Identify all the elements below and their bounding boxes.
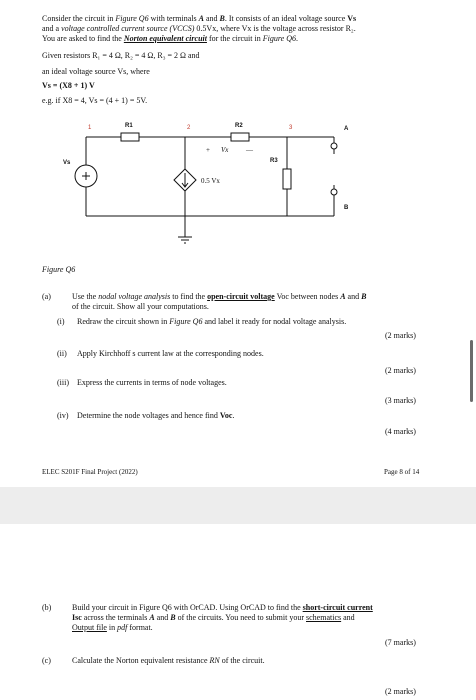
question-b-line-1: Build your circuit in Figure Q6 with OrCAD. Using OrCAD to find the short-circuit current — [72, 603, 373, 612]
question-b-line-2: Isc across the terminals A and B of the circuits. You need to submit your schematics and — [72, 613, 355, 622]
terminal-b-dot — [331, 189, 337, 195]
label-terminal-b: B — [344, 205, 349, 211]
sub-iv-marks: (4 marks) — [385, 427, 416, 436]
intro-line-3: You are asked to find the Norton equivalent circuit for the circuit in Figure Q6. — [42, 34, 298, 43]
sub-ii-marks: (2 marks) — [385, 366, 416, 375]
resistor-r3 — [283, 169, 291, 189]
node-label-3: 3 — [289, 125, 293, 131]
figure-caption: Figure Q6 — [42, 265, 76, 274]
footer-page-number: Page 8 of 14 — [384, 468, 420, 476]
question-a-line-2: of the circuit. Show all your computations. — [72, 302, 209, 311]
intro-line-2: and a voltage controlled current source (VCCS) 0.5Vx, where Vx is the voltage across resistor R₂. — [42, 24, 356, 33]
sub-i-num: (i) — [57, 317, 65, 326]
question-b-label: (b) — [42, 603, 52, 612]
label-vx-plus: + — [206, 146, 210, 154]
label-r3: R3 — [270, 158, 278, 164]
intro-line-1: Consider the circuit in Figure Q6 with terminals A and B. It consists of an ideal voltage source Vs — [42, 14, 357, 23]
vs-formula: Vs = (X8 + 1) V — [42, 81, 95, 90]
resistor-r1 — [121, 133, 139, 141]
sub-i-marks: (2 marks) — [385, 331, 416, 340]
sub-iii-num: (iii) — [57, 378, 69, 387]
question-c-marks: (2 marks) — [385, 687, 416, 696]
document-page-9 — [0, 524, 476, 700]
sub-ii-text: Apply Kirchhoff s current law at the corresponding nodes. — [77, 349, 264, 358]
sub-iv-num: (iv) — [57, 411, 69, 420]
sub-iii-marks: (3 marks) — [385, 396, 416, 405]
resistor-r2 — [231, 133, 249, 141]
question-c-label: (c) — [42, 656, 51, 665]
node-label-1: 1 — [88, 125, 92, 131]
footer-course: ELEC S201F Final Project (2022) — [42, 468, 138, 476]
label-vx: Vx — [221, 146, 229, 154]
vs-example: e.g. if X8 = 4, Vs = (4 + 1) = 5V. — [42, 96, 148, 105]
question-b-marks: (7 marks) — [385, 638, 416, 647]
label-vx-minus: — — [246, 146, 253, 154]
sub-iii-text: Express the currents in terms of node voltages. — [77, 378, 227, 387]
given-resistors: Given resistors R₁ = 4 Ω, R₂ = 4 Ω, R₃ = 2 Ω and — [42, 51, 200, 60]
label-r2: R2 — [235, 123, 243, 129]
scrollbar-thumb[interactable] — [470, 340, 473, 402]
sub-iv-text: Determine the node voltages and hence find Voc. — [77, 411, 235, 420]
sub-ii-num: (ii) — [57, 349, 67, 358]
sub-i-text: Redraw the circuit shown in Figure Q6 and label it ready for nodal voltage analysis. — [77, 317, 347, 326]
label-terminal-a: A — [344, 126, 349, 132]
terminal-a-dot — [331, 143, 337, 149]
label-r1: R1 — [125, 123, 133, 129]
label-vccs: 0.5 Vx — [201, 177, 220, 185]
question-b-line-3: Output file in pdf format. — [72, 623, 153, 632]
label-vs: Vs — [63, 160, 71, 166]
question-a-label: (a) — [42, 292, 51, 301]
circuit-diagram-figure-q6 — [58, 112, 358, 247]
node-label-2: 2 — [187, 125, 191, 131]
ideal-source-text: an ideal voltage source Vs, where — [42, 67, 150, 76]
question-c-text: Calculate the Norton equivalent resistance RN of the circuit. — [72, 656, 265, 665]
question-a-line-1: Use the nodal voltage analysis to find the open-circuit voltage Voc between nodes A and B — [72, 292, 367, 301]
